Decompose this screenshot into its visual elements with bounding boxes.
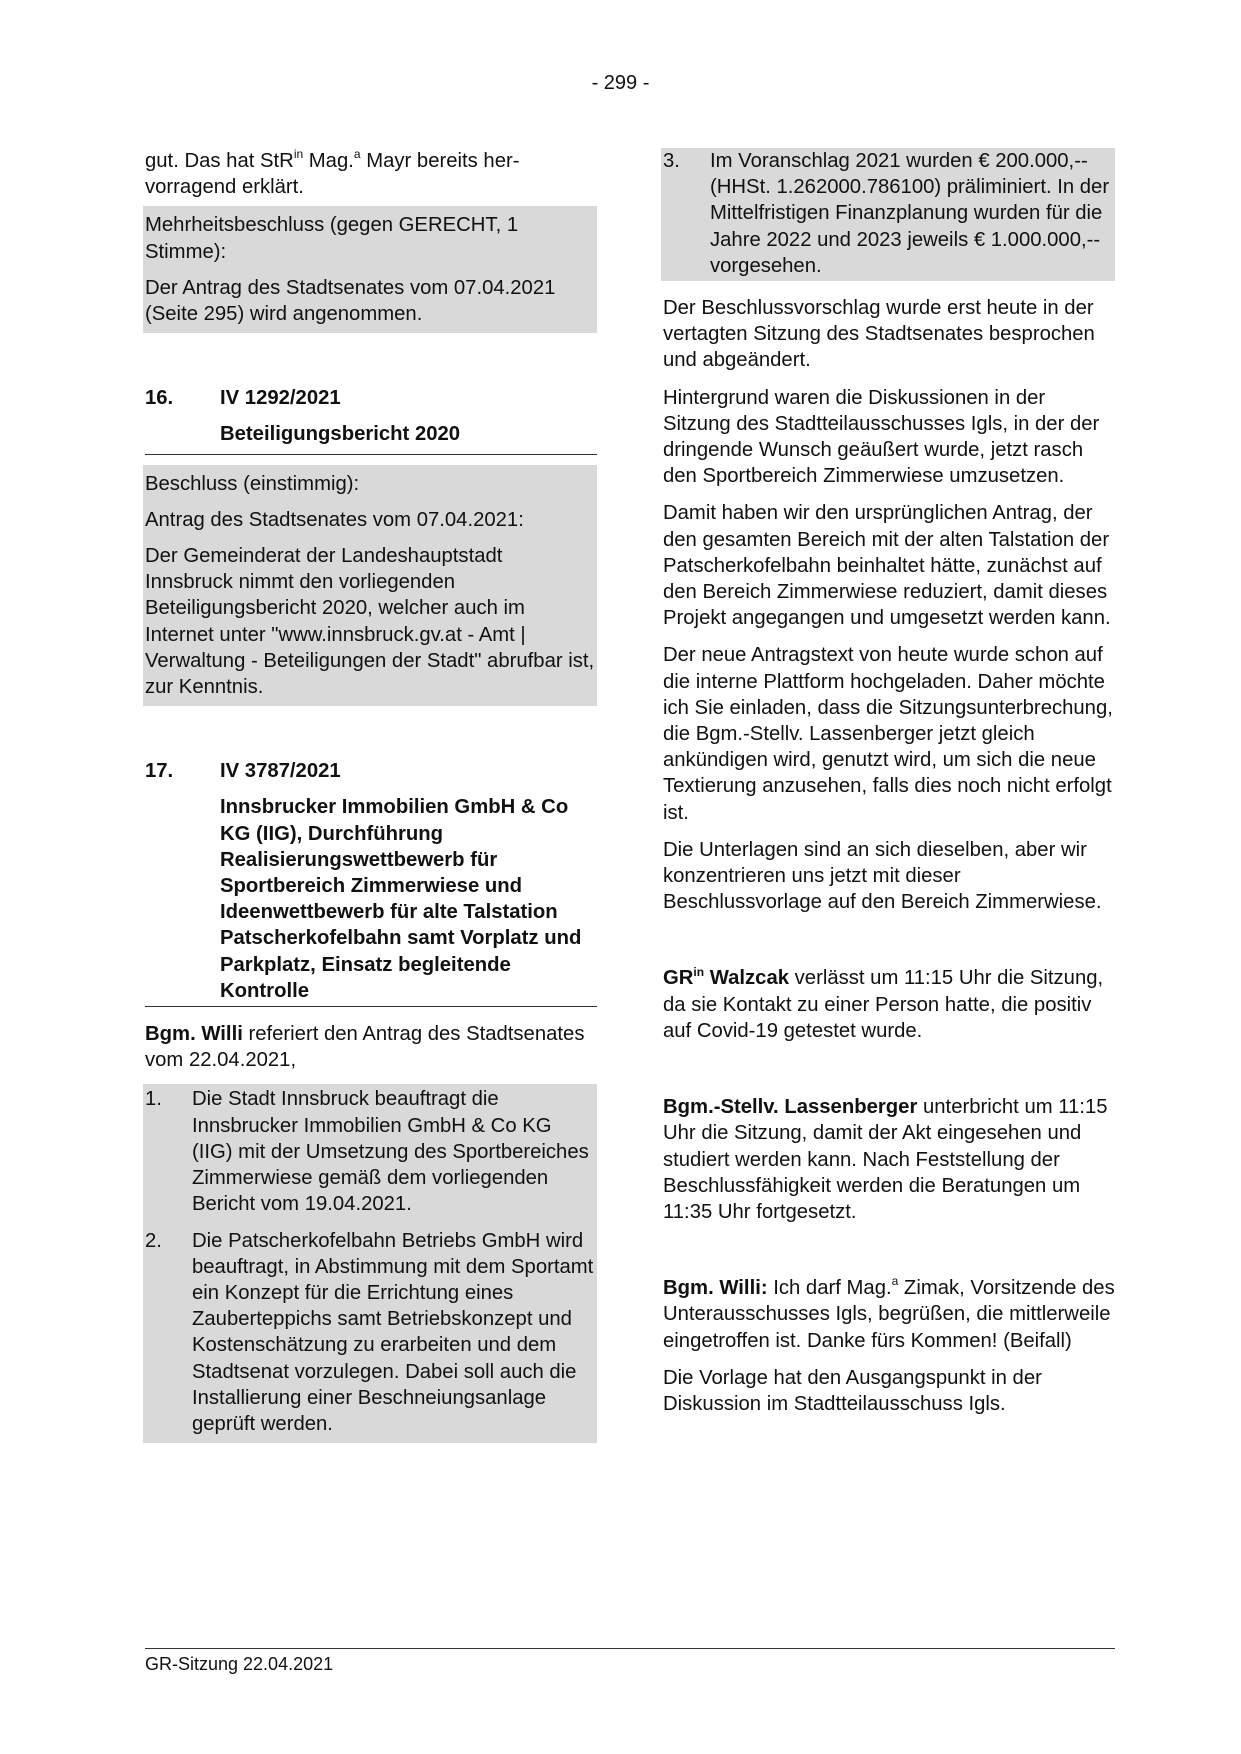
resolution-text: Der Gemeinderat der Landeshauptstadt Innsbruck nimmt den vorliegenden Beteiligungsbericht 2020, welcher auch im Internet unter "www.innsbruck.gv.at - Amt | Verwaltung - Beteiligungen der Stadt" abrufbar ist, zur Kenntnis. bbox=[145, 545, 595, 699]
vote-label: Mehrheitsbeschluss (gegen GERECHT, 1 Stimme): bbox=[145, 214, 519, 263]
speaker-name: Bgm. Willi bbox=[145, 1023, 243, 1046]
antrag-label: Antrag des Stadtsenates vom 07.04.2021: bbox=[145, 508, 524, 531]
paragraph: Die Unterlagen sind an sich dieselben, aber wir konzentrieren uns jetzt mit dieser Beschlussvorlage auf den Bereich Zimmerwiese. bbox=[663, 838, 1102, 914]
paragraph: Die Vorlage hat den Ausgangspunkt in der Diskussion im Stadtteilausschuss Igls. bbox=[663, 1366, 1042, 1415]
section-17-title: Innsbrucker Immobilien GmbH & Co KG (IIG), Durchführung Realisierungswettbewerb für Sportbereich Zimmerwiese und Ideenwettbewerb für alte Talstation Patscherkofelbahn samt Vorplatz und Parkplatz, Einsatz begleitende Kontrolle bbox=[145, 794, 597, 1007]
list-item: 2. Die Patscherkofelbahn Betriebs GmbH wird beauftragt, in Abstimmung mit dem Sportamt ein Konzept für die Errichtung eines Zauberteppichs samt Betriebskonzept und Kostenschätzung zu erarbeiten und dem Stadtsenat vorzulegen. Dabei soll auch die Installierung einer Beschneiungsanlage geprüft werden. bbox=[145, 1229, 594, 1435]
footer: GR-Sitzung 22.04.2021 bbox=[145, 1654, 334, 1674]
section-number: 17. bbox=[145, 760, 174, 783]
section-16-title: Beteiligungsbericht 2020 bbox=[145, 421, 597, 454]
resolution-box-16 bbox=[143, 465, 597, 707]
right-column bbox=[663, 148, 1115, 1428]
paragraph: Damit haben wir den ursprünglichen Antrag, der den gesamten Bereich mit der alten Talstation der Patscherkofelbahn beinhaltet hätte, zunächst auf den Bereich Zimmerwiese reduziert, damit dieses Projekt angegangen und umgesetzt werden kann. bbox=[663, 502, 1111, 630]
speaker-intro: Bgm. Willi referiert den Antrag des Stadtsenates vom 22.04.2021, bbox=[145, 1023, 585, 1072]
page-number: - 299 - bbox=[591, 72, 650, 94]
vote-text: Der Antrag des Stadtsenates vom 07.04.2021 (Seite 295) wird angenommen. bbox=[145, 276, 556, 326]
willi-speech: Bgm. Willi: Ich darf Mag.$^a$ Zimak, Vorsitzende des Unterausschusses Igls, begrüßen, die mittlerweile eingetroffen ist. Danke fürs Kommen! (Beifall) bbox=[663, 1274, 1115, 1352]
section-16-heading bbox=[145, 385, 597, 411]
left-column bbox=[145, 148, 597, 1443]
list-item: 3. Im Voranschlag 2021 wurden € 200.000,-- (HHSt. 1.262000.786100) präliminiert. In der Mittelfristigen Finanzplanung wurden für die Jahre 2022 und 2023 jeweils € 1.000.000,-- vorgesehen. bbox=[663, 150, 1110, 277]
section-17-heading bbox=[145, 758, 597, 784]
antrag-list bbox=[143, 1084, 597, 1443]
section-number: 16. bbox=[145, 387, 174, 410]
antrag-list-cont bbox=[661, 148, 1115, 281]
lassenberger-note: Bgm.-Stellv. Lassenberger unterbricht um 11:15 Uhr die Sitzung, damit der Akt eingesehen und studiert werden kann. Nach Feststellung der Beschlussfähigkeit werden die Beratungen um 11:35 Uhr fortgesetzt. bbox=[663, 1096, 1108, 1223]
intro-paragraph: gut. Das hat StR$^{in}$ Mag.$^a$ Mayr bereits her- vorragend erklärt. bbox=[145, 147, 520, 199]
paragraph: Der Beschlussvorschlag wurde erst heute in der vertagten Sitzung des Stadtsenates besprochen und abgeändert. bbox=[663, 297, 1095, 372]
section-id: IV 3787/2021 bbox=[220, 760, 341, 783]
footer-divider bbox=[145, 1648, 1115, 1649]
section-id: IV 1292/2021 bbox=[220, 387, 341, 410]
vote-label: Beschluss (einstimmig): bbox=[145, 472, 360, 495]
walzcak-note: $GR^{in}$ Walzcak verlässt um 11:15 Uhr die Sitzung, da sie Kontakt zu einer Person hatte, die positiv auf Covid-19 getestet wurde. bbox=[663, 964, 1104, 1042]
paragraph: Hintergrund waren die Diskussionen in der Sitzung des Stadtteilausschusses Igls, in der der dringende Wunsch geäußert wurde, jetzt rasch den Sportbereich Zimmerwiese umzusetzen. bbox=[663, 386, 1100, 488]
paragraph: Der neue Antragstext von heute wurde schon auf die interne Plattform hochgeladen. Daher möchte ich Sie einladen, dass die Sitzungsunterbrechung, die Bgm.-Stellv. Lassenberger jetzt gleich ankündigen wird, genutzt wird, um sich die neue Textierung anzusehen, falls dies noch nicht erfolgt ist. bbox=[663, 644, 1113, 824]
list-item: 1. Die Stadt Innsbruck beauftragt die Innsbrucker Immobilien GmbH & Co KG (IIG) mit der Umsetzung des Sportbereiches Zimmerwiese gemäß dem vorliegenden Bericht vom 19.04.2021. bbox=[145, 1088, 589, 1216]
resolution-box-1 bbox=[143, 206, 597, 333]
